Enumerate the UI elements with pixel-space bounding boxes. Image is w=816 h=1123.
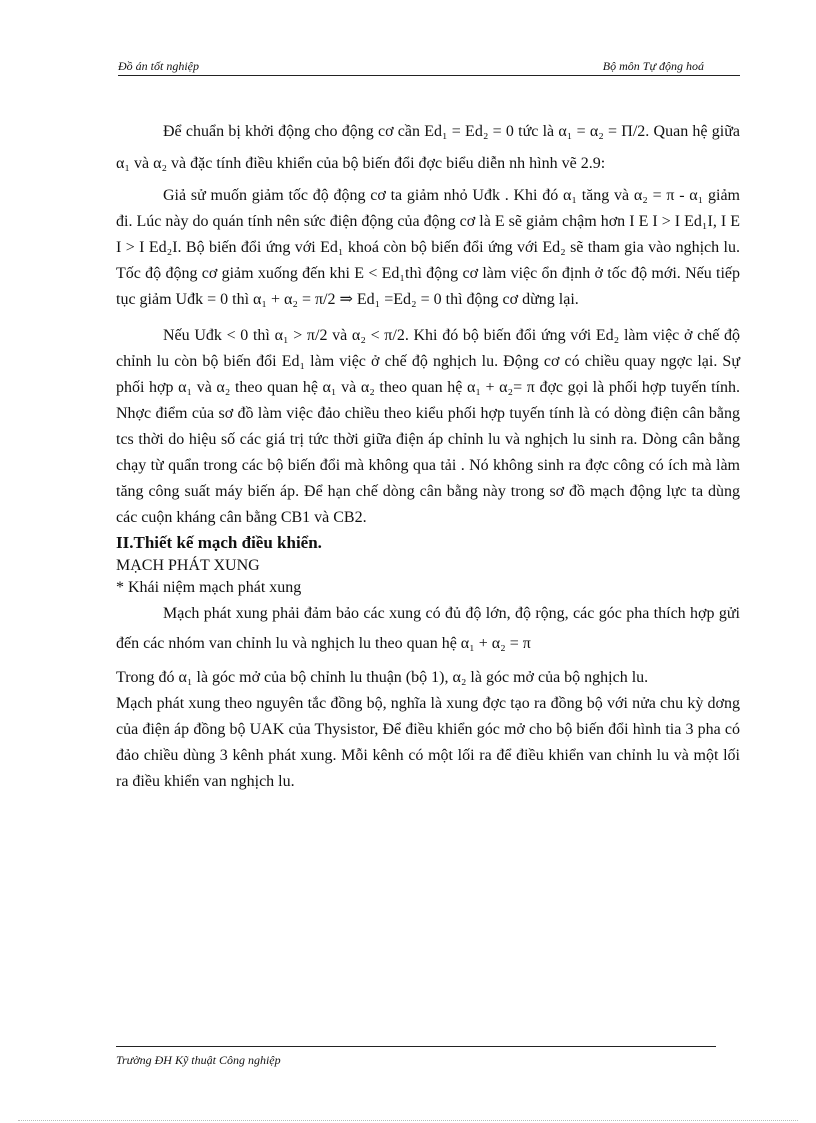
paragraph-1: Để chuẩn bị khởi động cho động cơ cần Ed₁ = Ed₂ = 0 tức là α₁ = α₂ = Π/2. Quan hệ giữa α₁ và α₂ và đặc tính điều khiển của bộ biến đổi đợc biểu diễn nh hình vẽ 2.9: [116, 123, 740, 172]
header-right: Bộ môn Tự động hoá [602, 59, 704, 73]
section-heading: II.Thiết kế mạch điều khiển. [116, 533, 322, 552]
paragraph-4: Mạch phát xung phải đảm bảo các xung có đủ độ lớn, độ rộng, các góc pha thích hợp gửi đến các nhóm van chỉnh lu và nghịch lu theo quan hệ α₁ + α₂ = π [116, 605, 740, 652]
page-footer: Trường ĐH Kỹ thuật Công nghiệp [116, 1046, 716, 1068]
paragraph-5: Trong đó α₁ là góc mở của bộ chỉnh lu thuận (bộ 1), α₂ là góc mở của bộ nghịch lu. [116, 669, 649, 686]
page-header [118, 57, 740, 76]
subsection-heading: MẠCH PHÁT XUNG [116, 557, 260, 574]
paragraph-6: Mạch phát xung theo nguyên tắc đồng bộ, nghĩa là xung đợc tạo ra đồng bộ với nửa chu kỳ dơng của điện áp đồng bộ UAK của Thysistor, Để điều khiển góc mở cho bộ biến đổi hình tia 3 pha có đảo chiều dùng 3 kênh phát xung. Mỗi kênh có một lối ra để điều khiển van chỉnh lu và một lối ra điều khiển van nghịch lu. [116, 695, 740, 790]
paragraph-3: Nếu Uđk < 0 thì α₁ > π/2 và α₂ < π/2. Khi đó bộ biến đổi ứng với Ed₂ làm việc ở chế độ chỉnh lu còn bộ biến đổi Ed₁ làm việc ở chế độ nghịch lu. Động cơ có chiều quay ngợc lại. Sự phối hợp α₁ và α₂ theo quan hệ α₁ và α₂ theo quan hệ α₁ + α₂= π đợc gọi là phối hợp tuyến tính. Nhợc điểm của sơ đồ làm việc đảo chiều theo kiểu phối hợp tuyến tính là có dòng điện cân bằng tcs thời do hiệu số các giá trị tức thời giữa điện áp chỉnh lu và nghịch lu sinh ra. Dòng cân bằng chạy từ quẩn trong các bộ biến đổi mà không qua tải . Nó không sinh ra đợc công có ích mà làm tăng công suất máy biến áp. Để hạn chế dòng cân bằng này trong sơ đồ mạch động lực ta dùng các cuộn kháng cân bằng CB1 và CB2. [116, 327, 740, 526]
page-edge-divider [18, 1120, 798, 1121]
document-body [116, 116, 740, 795]
concept-heading: * Khái niệm mạch phát xung [116, 579, 302, 596]
header-left: Đồ án tốt nghiệp [118, 59, 199, 73]
paragraph-2: Giả sử muốn giảm tốc độ động cơ ta giảm nhỏ Uđk . Khi đó α₁ tăng và α₂ = π - α₁ giảm đi. Lúc này do quán tính nên sức điện động của động cơ là E sẽ giảm chậm hơn I E I > I Ed₁I, I E I > I Ed₂I. Bộ biến đổi ứng với Ed₁ khoá còn bộ biến đổi ứng với Ed₂ sẽ tham gia vào nghịch lu. Tốc độ động cơ giảm xuống đến khi E < Ed₁thì động cơ làm việc ổn định ở tốc độ mới. Nếu tiếp tục giảm Uđk = 0 thì α₁ + α₂ = π/2 ⇒ Ed₁ =Ed₂ = 0 thì động cơ dừng lại. [116, 187, 740, 308]
